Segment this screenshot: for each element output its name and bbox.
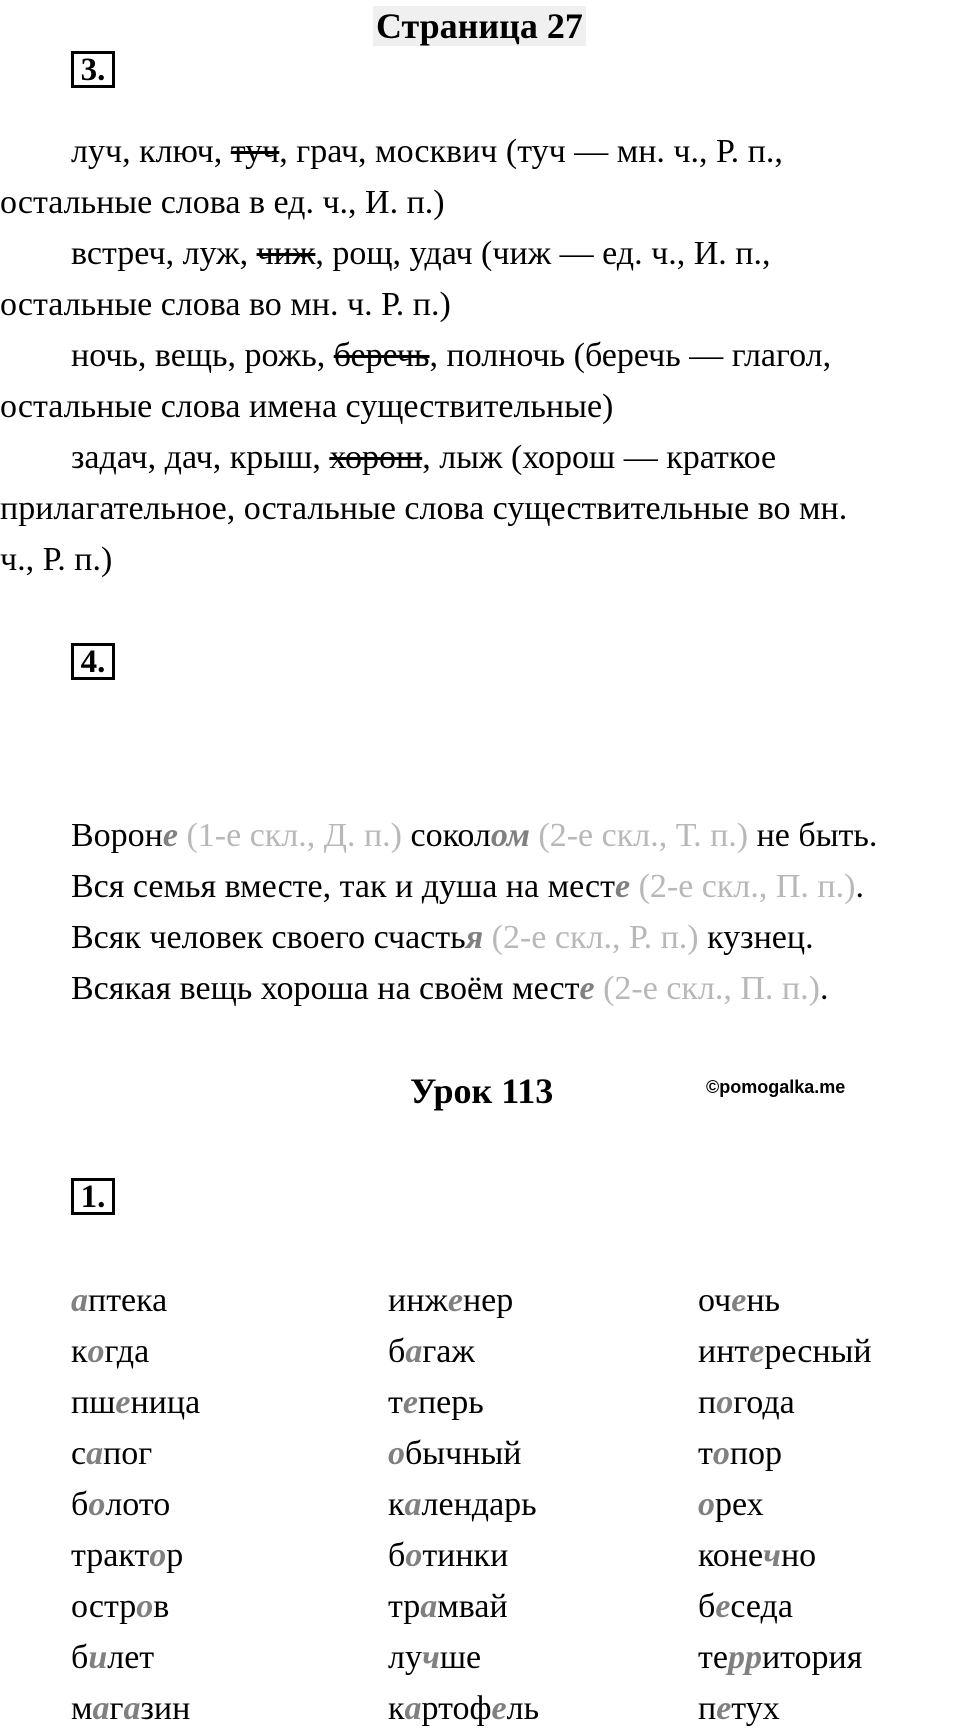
word-item xyxy=(698,1632,872,1683)
word-item xyxy=(71,1632,200,1683)
word-part: гаж xyxy=(422,1333,475,1370)
highlighted-letter: о xyxy=(88,1486,106,1523)
highlighted-ending: ом xyxy=(490,817,530,854)
word-part: пш xyxy=(71,1384,116,1421)
highlighted-letter: о xyxy=(405,1537,423,1574)
text-segment: встреч, луж, xyxy=(71,235,257,272)
highlighted-letter: е xyxy=(731,1282,747,1319)
highlighted-letter: а xyxy=(123,1690,141,1727)
task-3-line xyxy=(0,228,847,279)
task-4-line xyxy=(71,963,877,1014)
highlighted-letter: е xyxy=(716,1690,732,1727)
word-item xyxy=(698,1428,872,1479)
word-item xyxy=(388,1683,539,1734)
text-segment: кузнец. xyxy=(698,919,814,956)
highlighted-letter: а xyxy=(404,1690,422,1727)
word-item xyxy=(698,1479,872,1530)
word-part: п xyxy=(698,1690,717,1727)
task-3-number: 3. xyxy=(71,51,115,88)
word-item xyxy=(388,1275,539,1326)
text-segment: ч., Р. п.) xyxy=(0,541,113,578)
word-part: тр xyxy=(388,1588,421,1625)
word-item xyxy=(388,1428,539,1479)
text-segment: остальные слова имена существительные) xyxy=(0,388,614,425)
text-segment: сокол xyxy=(402,817,491,854)
text-segment: . xyxy=(855,868,864,905)
word-part: лото xyxy=(105,1486,171,1523)
highlighted-ending: е xyxy=(162,817,178,854)
word-item xyxy=(71,1581,200,1632)
highlighted-letter: е xyxy=(491,1690,507,1727)
task-4-line xyxy=(71,912,877,963)
task-3-line xyxy=(0,381,847,432)
word-item xyxy=(71,1275,200,1326)
task-3-line xyxy=(0,483,847,534)
highlighted-ending: я xyxy=(465,919,484,956)
highlighted-ending: е xyxy=(614,868,631,905)
word-part: тух xyxy=(731,1690,780,1727)
text-segment: ночь, вещь, рожь, xyxy=(71,337,334,374)
text-segment: . xyxy=(819,970,829,1007)
task-3-line xyxy=(0,432,847,483)
word-column-1 xyxy=(71,1275,200,1734)
word-item xyxy=(388,1530,539,1581)
word-part: итория xyxy=(761,1639,863,1676)
highlighted-letter: о xyxy=(149,1537,167,1574)
word-column-2 xyxy=(388,1275,539,1734)
word-part: но xyxy=(780,1537,817,1574)
word-item xyxy=(71,1428,200,1479)
word-part: ница xyxy=(130,1384,201,1421)
text-segment: Всяк человек своего счасть xyxy=(71,919,466,956)
highlighted-letter: а xyxy=(71,1282,88,1319)
crossed-out-word: хорош xyxy=(329,439,423,476)
grammar-note: (2-е скл., П. п.) xyxy=(594,970,820,1007)
task-3-line xyxy=(0,177,847,228)
word-item xyxy=(71,1326,200,1377)
word-part: лендарь xyxy=(421,1486,537,1523)
lesson-title: Урок 113 xyxy=(410,1071,554,1111)
highlighted-letter: и xyxy=(88,1639,108,1676)
word-item xyxy=(71,1530,200,1581)
highlighted-letter: о xyxy=(716,1384,734,1421)
word-part: ртоф xyxy=(421,1690,492,1727)
word-part: рех xyxy=(715,1486,764,1523)
text-segment: Всякая вещь хороша на своём мест xyxy=(71,970,580,1007)
grammar-note: (2-е скл., Т. п.) xyxy=(529,817,749,854)
highlighted-letter: о xyxy=(712,1435,730,1472)
highlighted-letter: а xyxy=(420,1588,438,1625)
text-segment: остальные слова во мн. ч. Р. п.) xyxy=(0,286,451,323)
highlighted-letter: е xyxy=(447,1282,463,1319)
task-4-line xyxy=(71,861,877,912)
word-part: инт xyxy=(698,1333,750,1370)
word-part: к xyxy=(71,1333,88,1370)
word-part: т xyxy=(388,1384,403,1421)
word-part: коне xyxy=(698,1537,764,1574)
word-item xyxy=(71,1377,200,1428)
word-part: нь xyxy=(746,1282,781,1319)
grammar-note: (1-е скл., Д. п.) xyxy=(177,817,402,854)
word-part: мвай xyxy=(437,1588,508,1625)
word-part: тинки xyxy=(422,1537,509,1574)
word-part: гда xyxy=(104,1333,150,1370)
highlighted-letter: а xyxy=(86,1435,104,1472)
text-segment: луч, ключ, xyxy=(71,133,231,170)
task-3-line xyxy=(0,534,847,585)
highlighted-letter: о xyxy=(87,1333,105,1370)
word-part: оч xyxy=(698,1282,732,1319)
word-part: б xyxy=(388,1537,406,1574)
word-part: лу xyxy=(388,1639,422,1676)
word-part: б xyxy=(71,1486,89,1523)
word-item xyxy=(698,1683,872,1734)
task-1-number: 1. xyxy=(71,1178,115,1215)
word-part: г xyxy=(109,1690,124,1727)
word-part: седа xyxy=(730,1588,793,1625)
word-item xyxy=(698,1530,872,1581)
word-part: бычный xyxy=(405,1435,522,1472)
highlighted-letter: е xyxy=(749,1333,765,1370)
word-part: тракт xyxy=(71,1537,150,1574)
word-part: б xyxy=(71,1639,89,1676)
text-segment: , грач, москвич (туч — мн. ч., Р. п., xyxy=(279,133,783,170)
text-segment: Ворон xyxy=(71,817,163,854)
text-segment: , рощ, удач (чиж — ед. ч., И. п., xyxy=(315,235,771,272)
task-4-line xyxy=(71,810,877,861)
word-part: инж xyxy=(388,1282,448,1319)
word-item xyxy=(388,1581,539,1632)
word-item xyxy=(71,1479,200,1530)
task-4-text xyxy=(71,810,877,1014)
word-part: р xyxy=(166,1537,184,1574)
task-3-text xyxy=(0,126,847,585)
text-segment: , лыж (хорош — краткое xyxy=(422,439,777,476)
word-part: ресный xyxy=(764,1333,872,1370)
word-item xyxy=(388,1479,539,1530)
word-part: ль xyxy=(506,1690,540,1727)
copyright-watermark: ©pomogalka.me xyxy=(706,1077,846,1097)
word-part: нер xyxy=(462,1282,514,1319)
word-part: т xyxy=(698,1435,713,1472)
task-3-line xyxy=(0,279,847,330)
word-part: б xyxy=(388,1333,406,1370)
word-part: птека xyxy=(88,1282,168,1319)
word-part: к xyxy=(388,1486,405,1523)
highlighted-letter: а xyxy=(92,1690,110,1727)
word-part: пор xyxy=(729,1435,783,1472)
page-title: Страница 27 xyxy=(373,6,586,46)
text-segment: прилагательное, остальные слова существительные во мн. xyxy=(0,490,848,527)
highlighted-letter: е xyxy=(715,1588,731,1625)
task-3-line xyxy=(0,330,847,381)
crossed-out-word: туч xyxy=(230,133,280,170)
text-segment: задач, дач, крыш, xyxy=(71,439,330,476)
word-item xyxy=(698,1326,872,1377)
task-3-line xyxy=(0,126,847,177)
word-part: п xyxy=(698,1384,717,1421)
highlighted-letter: о xyxy=(388,1435,405,1472)
word-part: с xyxy=(71,1435,87,1472)
crossed-out-word: чиж xyxy=(256,235,316,272)
word-part: к xyxy=(388,1690,405,1727)
highlighted-letter: о xyxy=(136,1588,154,1625)
word-item xyxy=(698,1581,872,1632)
word-item xyxy=(388,1326,539,1377)
crossed-out-word: беречь xyxy=(333,337,430,374)
highlighted-letter: рр xyxy=(727,1639,762,1676)
text-segment: остальные слова в ед. ч., И. п.) xyxy=(0,184,445,221)
highlighted-letter: е xyxy=(402,1384,418,1421)
word-part: перь xyxy=(417,1384,484,1421)
word-part: пог xyxy=(103,1435,153,1472)
word-part: лет xyxy=(107,1639,155,1676)
highlighted-letter: а xyxy=(404,1486,422,1523)
text-segment: Вся семья вместе, так и душа на мест xyxy=(71,868,615,905)
highlighted-letter: о xyxy=(698,1486,715,1523)
word-part: года xyxy=(733,1384,795,1421)
highlighted-letter: ч xyxy=(763,1537,781,1574)
highlighted-letter: ч xyxy=(421,1639,440,1676)
task-4-number: 4. xyxy=(71,643,115,680)
grammar-note: (2-е скл., П. п.) xyxy=(630,868,856,905)
highlighted-letter: а xyxy=(405,1333,423,1370)
text-segment: не быть. xyxy=(748,817,878,854)
word-part: ше xyxy=(439,1639,482,1676)
word-part: остр xyxy=(71,1588,137,1625)
word-part: в xyxy=(153,1588,170,1625)
highlighted-ending: е xyxy=(579,970,595,1007)
word-item xyxy=(388,1632,539,1683)
word-item xyxy=(698,1275,872,1326)
word-item xyxy=(71,1683,200,1734)
word-part: зин xyxy=(140,1690,191,1727)
word-column-3 xyxy=(698,1275,872,1734)
word-part: б xyxy=(698,1588,716,1625)
word-item xyxy=(698,1377,872,1428)
word-part: те xyxy=(698,1639,728,1676)
word-part: м xyxy=(71,1690,93,1727)
grammar-note: (2-е скл., Р. п.) xyxy=(483,919,699,956)
word-item xyxy=(388,1377,539,1428)
highlighted-letter: е xyxy=(115,1384,131,1421)
text-segment: , полночь (беречь — глагол, xyxy=(429,337,832,374)
